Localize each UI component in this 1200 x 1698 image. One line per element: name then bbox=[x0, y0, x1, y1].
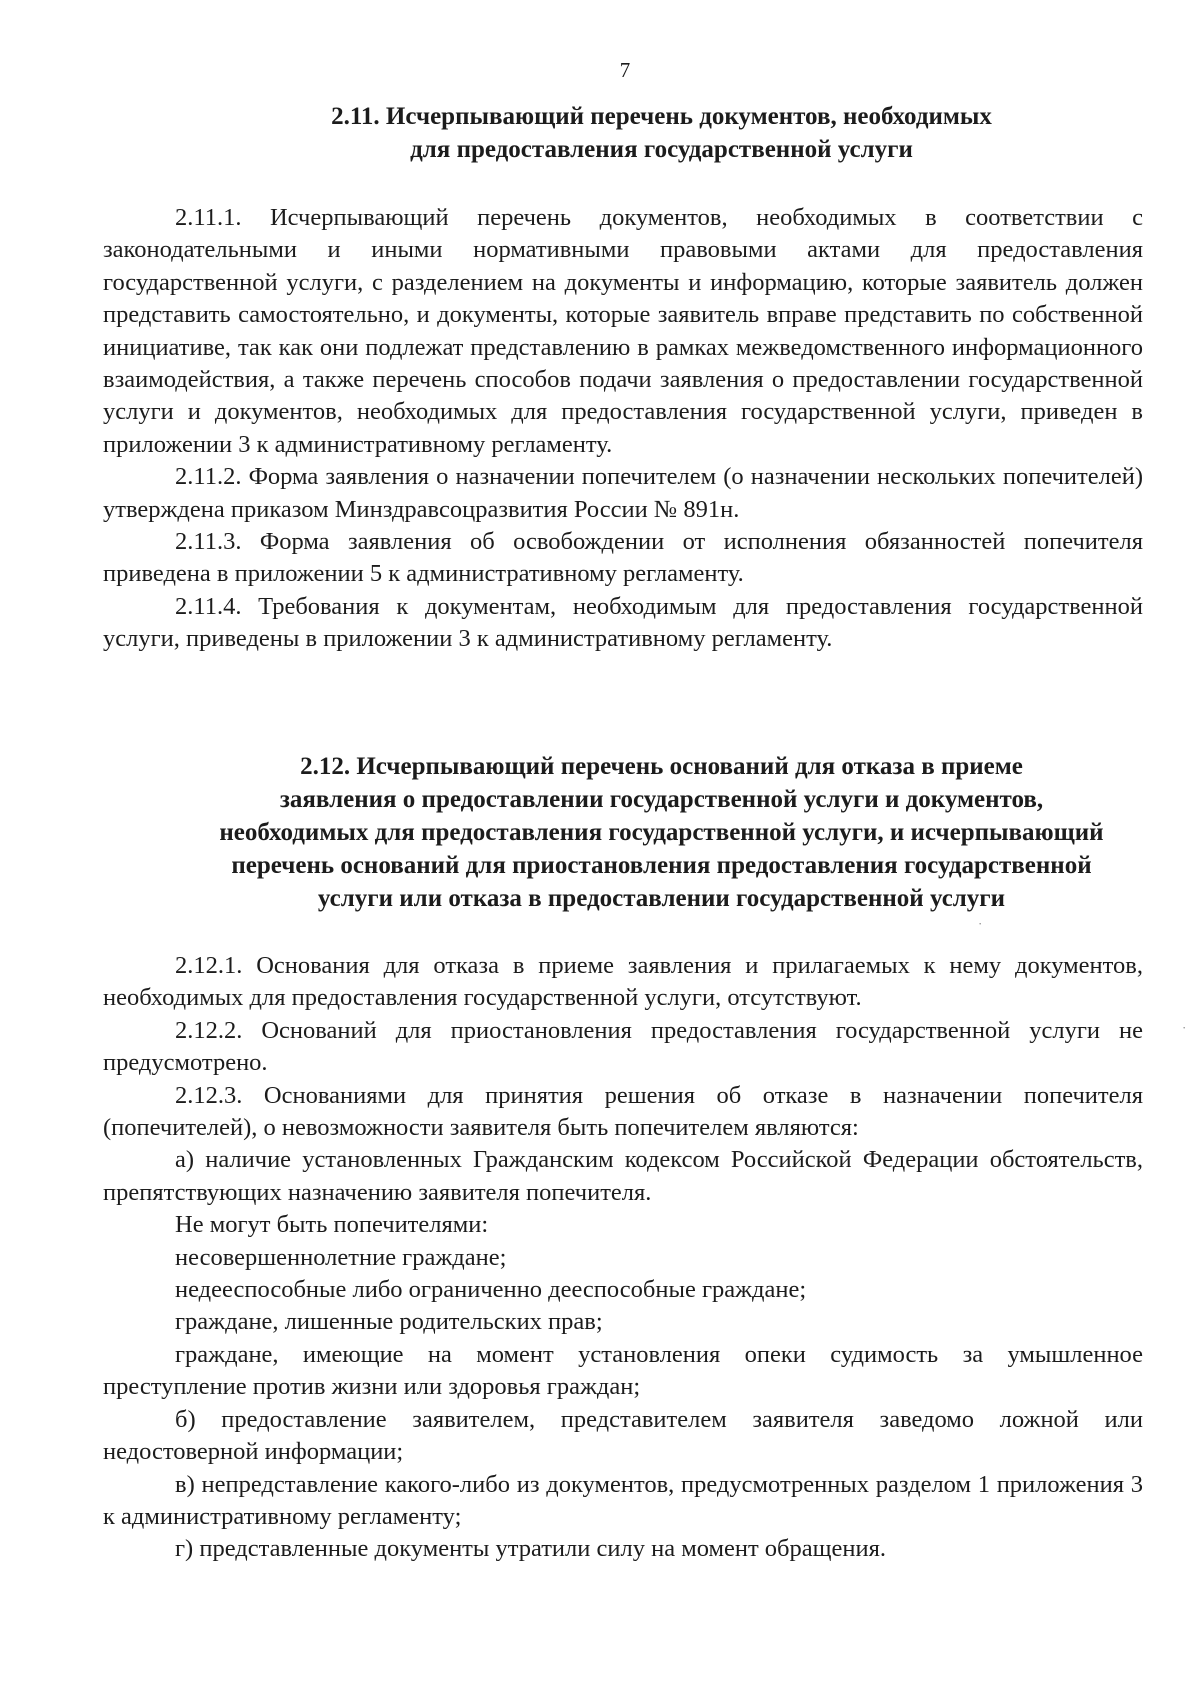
heading-line: перечень оснований для приостановления предоставления государственной bbox=[231, 852, 1092, 879]
list-item-b: б) предоставление заявителем, представителем заявителя заведомо ложной или недостоверной информации; bbox=[103, 1405, 1143, 1466]
scan-speck: · bbox=[978, 916, 983, 931]
paragraph-2-11-2: 2.11.2. Форма заявления о назначении попечителем (о назначении нескольких попечителей) утверждена приказом Минздравсоцразвития России № 891н. bbox=[103, 463, 1143, 523]
section-2-11-heading bbox=[95, 100, 1200, 166]
list-intro: Не могут быть попечителями: bbox=[175, 1211, 489, 1239]
page-number: 7 bbox=[619, 58, 631, 82]
paragraph-2-12-3: 2.12.3. Основаниями для принятия решения об отказе в назначении попечителя (попечителей), о невозможности заявителя быть попечителем являются: bbox=[103, 1081, 1143, 1142]
paragraph-2-11-1: 2.11.1. Исчерпывающий перечень документов, необходимых в соответствии с законодательными и иными нормативными правовыми актами для предоставления государственной услуги, с разделением на документы и информацию, которые заявитель должен представить самостоятельно, и документы, которые заявитель вправе представить по собственной инициативе, так как они подлежат представлению в рамках межведомственного информационного взаимодействия, а также перечень способов подачи заявления о предоставлении государственной услуги и документов, необходимых для предоставления государственной услуги, приведен в приложении 3 к административному регламенту. bbox=[103, 204, 1143, 458]
list-item: несовершеннолетние граждане; bbox=[175, 1243, 507, 1271]
list-item: граждане, имеющие на момент установления опеки судимость за умышленное преступление против жизни или здоровья граждан; bbox=[103, 1340, 1143, 1401]
list-item-v: в) непредставление какого-либо из документов, предусмотренных разделом 1 приложения 3 к административному регламенту; bbox=[103, 1470, 1143, 1530]
paragraph-2-11-4: 2.11.4. Требования к документам, необходимым для предоставления государственной услуги, приведены в приложении 3 к административному регламенту. bbox=[103, 592, 1143, 653]
paragraph-2-12-1: 2.12.1. Основания для отказа в приеме заявления и прилагаемых к нему документов, необходимых для предоставления государственной услуги, отсутствуют. bbox=[103, 952, 1143, 1012]
scan-speck: · bbox=[1182, 1020, 1187, 1035]
list-item-g: г) представленные документы утратили силу на момент обращения. bbox=[175, 1535, 887, 1563]
list-item: недееспособные либо ограниченно дееспособные граждане; bbox=[175, 1276, 807, 1304]
section-2-11-body bbox=[103, 202, 1143, 656]
list-item: граждане, лишенные родительских прав; bbox=[175, 1308, 603, 1336]
paragraph-2-11-3: 2.11.3. Форма заявления об освобождении от исполнения обязанностей попечителя приведена в приложении 5 к административному регламенту. bbox=[103, 528, 1143, 588]
heading-line: необходимых для предоставления государственной услуги, и исчерпывающий bbox=[219, 819, 1104, 846]
heading-line: 2.12. Исчерпывающий перечень оснований для отказа в приеме bbox=[300, 753, 1023, 780]
heading-line: услуги или отказа в предоставлении государственной услуги bbox=[317, 885, 1006, 912]
paragraph-2-12-2: 2.12.2. Оснований для приостановления предоставления государственной услуги не предусмотрено. bbox=[103, 1016, 1143, 1077]
list-item-a: а) наличие установленных Гражданским кодексом Российской Федерации обстоятельств, препятствующих назначению заявителя попечителя. bbox=[103, 1146, 1143, 1206]
section-2-12-body bbox=[103, 950, 1143, 1566]
heading-line: для предоставления государственной услуги bbox=[410, 136, 913, 163]
heading-line: 2.11. Исчерпывающий перечень документов, необходимых bbox=[331, 103, 992, 130]
section-2-12-heading bbox=[95, 750, 1200, 915]
heading-line: заявления о предоставлении государственной услуги и документов, bbox=[279, 786, 1044, 813]
